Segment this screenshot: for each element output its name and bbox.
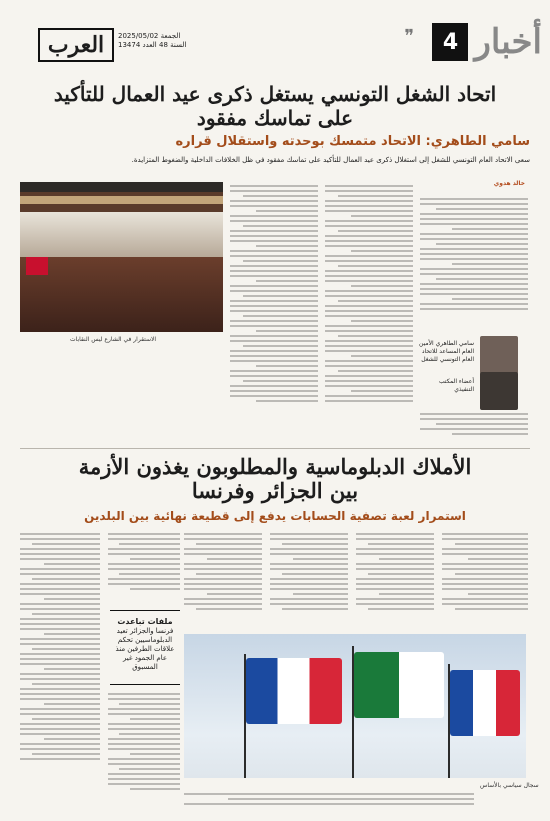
photo-caption-2: سجال سياسي بالأساس [480,782,539,789]
section-header [432,22,542,62]
flags-photo [184,634,526,778]
headline-1-line2: على تماسك مفقود [196,106,354,130]
photo-crowd [20,257,223,332]
headline-2-line2: بين الجزائر وفرنسا [191,478,359,503]
story1-column-3b [420,410,528,446]
photo-caption-1: الاستقرار في الشارع ليس النقابات [70,336,157,343]
story2-column-4 [270,530,348,630]
author-photo-2 [480,372,518,410]
subheadline-1: سامي الطاهري: الاتحاد متمسك بوحدته واستقلال قراره [175,134,530,149]
issue-date: الجمعة 2025/05/02 [118,32,181,40]
quote-icon: ❞ [404,26,414,47]
headline-2 [20,455,530,503]
photo-background [20,212,223,257]
story1-column-3 [420,195,528,335]
story2-column-1 [20,530,100,812]
french-flag-2 [450,670,520,736]
pull-quote-text: فرنسا والجزائر تعيد الدبلوماسيين تحكم علاقات الطرفين منذ عام الجمود غير المسبوق [115,627,175,671]
story2-column-6 [442,530,528,630]
story1-column-1 [230,182,318,444]
algerian-flag [354,652,444,718]
pull-quote-box [110,610,180,685]
author-caption-1: سامي الطاهري الأمين العام المساعد للاتحاد العام التونسي للشغل [419,340,474,363]
headline-2-line1: الأملاك الدبلوماسية والمطلوبون يغذون الأزمة [78,454,472,479]
masthead [8,20,542,76]
story2-bottom-text [184,790,474,814]
lede-1: سعى الاتحاد العام التونسي للشغل إلى استغلال ذكرى عيد العمال للتأكيد على تماسك مفقود في ظل الخلافات الداخلية والضغوط المتزايدة. [131,156,530,164]
protest-photo [20,182,223,332]
byline: خالد هدوي [493,180,525,187]
story2-column-3 [184,530,262,630]
story2-column-2a [108,530,180,606]
story2-column-5 [356,530,434,630]
issue-number: السنة 48 العدد 13474 [118,41,187,49]
story2-column-2b [108,690,180,812]
photo-banner [20,182,223,192]
newspaper-logo: العرب [38,28,114,62]
author-caption-2: أعضاء المكتب التنفيذي [439,378,474,393]
pull-quote-title: ملفات تباعدت [117,617,173,626]
headline-1 [20,82,530,130]
section-title: أخبار [474,22,542,62]
author-photo-1 [480,336,518,374]
story-divider [20,448,530,449]
issue-info [118,32,186,50]
page-number: 4 [432,23,468,61]
tunisian-flag [26,257,48,275]
story1-column-2 [325,182,413,444]
subheadline-2: استمرار لعبة تصفية الحسابات يدفع إلى قطيعة نهائية بين البلدين [84,509,466,523]
french-flag [246,658,342,724]
photo-sign [20,196,223,204]
headline-1-line1: اتحاد الشغل التونسي يستغل ذكرى عيد العمال للتأكيد [53,82,497,106]
